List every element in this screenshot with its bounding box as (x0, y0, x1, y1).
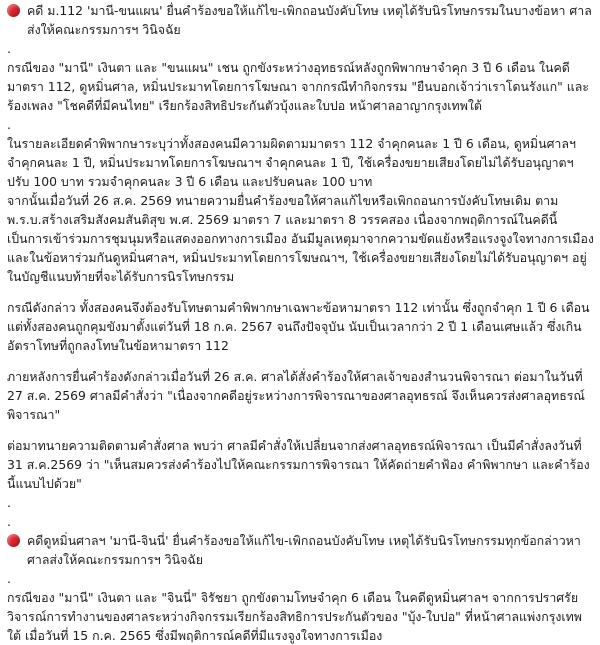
case1-paragraph-4: กรณีดังกล่าว ทั้งสองคนจึงต้องรับโทษตามคำพิพากษาเฉพาะข้อหามาตรา 112 เท่านั้น ซึ่งถูกจำคุก 1 ปี 6 เดือน แต่ทั้งสองคนถูกคุมขังมาตั้งแต่วันที่ 18 ก.ค. 2567 จนถึงปัจจุบัน นับเป็นเวลากว่า 2 ปี 1 เดือนเศษแล้ว ซึ่งเกินอัตราโทษที่ถูกลงโทษในข้อหามาตรา 112 (7, 300, 590, 353)
case1-heading (7, 1, 594, 39)
separator-dot: . (7, 41, 11, 56)
case2-title: คดีดูหมิ่นศาลฯ 'มานี-จินนี่' ยื่นคำร้องขอให้แก้ไข-เพิกถอนบังคับโทษ เหตุได้รับนิรโทษกรรมทุกข้อกล่าวหา ศาลส่งให้คณะกรรมการฯ วินิจฉัย (27, 533, 581, 567)
case1-paragraph-5: ภายหลังการยื่นคำร้องดังกล่าวเมื่อวันที่ 26 ส.ค. ศาลได้สั่งคำร้องให้ศาลเจ้าของสำนวนพิจารณา ต่อมาในวันที่ 27 ส.ค. 2569 ศาลมีคำสั่งว่า "เนื่องจากคดีอยู่ระหว่างการพิจารณาของศาลอุทธรณ์ จึงเห็นควรส่งศาลอุทธรณ์พิจารณา" (7, 369, 585, 422)
separator-dot: . (7, 514, 11, 529)
case1-paragraph-3: จากนั้นเมื่อวันที่ 26 ส.ค. 2569 ทนายความยื่นคำร้องขอให้ศาลแก้ไขหรือเพิกถอนการบังคับโทษเดิม ตาม พ.ร.บ.สร้างเสริมสังคมสันติสุข พ.ศ. 2569 มาตรา 7 และมาตรา 8 วรรคสอง เนื่องจากพฤติการณ์ในคดีนี้เป็นการเข้าร่วมการชุมนุมหรือแสดงออกทางการเมือง อันมีมูลเหตุมาจากความขัดแย้งหรือแรงจูงใจทางการเมือง และในข้อหาร่วมกันดูหมิ่นศาลฯ, หมิ่นประมาทโดยการโฆษณาฯ, ใช้เครื่องขยายเสียงโดยไม่ได้รับอนุญาตฯ อยู่ในบัญชีแนบท้ายที่จะได้รับการนิรโทษกรรม (7, 193, 594, 284)
separator-dot: . (7, 571, 11, 586)
separator-dot: . (7, 495, 11, 510)
case1-paragraph-1: กรณีของ "มานี" เงินตา และ "ขนแผน" เชน ถูกขังระหว่างอุทธรณ์หลังถูกพิพากษาจำคุก 3 ปี 6 เดือน ในคดีมาตรา 112, ดูหมิ่นศาล, หมิ่นประมาทโดยการโฆษณา จากกรณีทำกิจกรรม "ยืนบอกเจ้าว่าเราโดนรังแก" และร้องเพลง "โชคดีที่มีคนไทย" เรียกร้องสิทธิประกันตัวบุ้งและใบปอ หน้าศาลอาญากรุงเทพใต้ (7, 60, 590, 113)
case2-paragraph-1: กรณีของ "มานี" เงินตา และ "จินนี่" จิรัชยา ถูกขังตามโทษจำคุก 6 เดือน ในคดีดูหมิ่นศาลฯ จากการปราศรัยวิจารณ์การทำงานของศาลระหว่างกิจกรรมเรียกร้องสิทธิการประกันตัวของ "บุ้ง-ใบปอ" ที่หน้าศาลแพ่งกรุงเทพใต้ เมื่อวันที่ 15 ก.ค. 2565 ซึ่งมีพฤติการณ์คดีที่มีแรงจูงใจทางการเมือง (7, 590, 582, 643)
red-circle-icon (7, 4, 20, 17)
case2-heading (7, 531, 594, 569)
red-circle-icon (7, 534, 20, 547)
case1-title: คดี ม.112 'มานี-ขนแผน' ยื่นคำร้องขอให้แก้ไข-เพิกถอนบังคับโทษ เหตุได้รับนิรโทษกรรมในบางข้อหา ศาลส่งให้คณะกรรมการฯ วินิจฉัย (27, 3, 592, 37)
case1-paragraph-2: ในรายละเอียดคำพิพากษาระบุว่าทั้งสองคนมีความผิดตามมาตรา 112 จำคุกคนละ 1 ปี 6 เดือน, ดูหมิ่นศาลฯ จำคุกคนละ 1 ปี, หมิ่นประมาทโดยการโฆษณาฯ จำคุกคนละ 1 ปี, ใช้เครื่องขยายเสียงโดยไม่ได้รับอนุญาตฯ ปรับ 100 บาท รวมจำคุกคนละ 3 ปี 6 เดือน และปรับคนละ 100 บาท (7, 136, 576, 189)
case1-paragraph-6: ต่อมาทนายความติดตามคำสั่งศาล พบว่า ศาลมีคำสั่งให้เปลี่ยนจากส่งศาลอุทธรณ์พิจารณา เป็นมีคำสั่งลงวันที่ 31 ส.ค.2569 ว่า "เห็นสมควรส่งคำร้องไปให้คณะกรรมการพิจารณา ให้คัดถ่ายคำฟ้อง คำพิพากษา และคำร้องนี้แนบไปด้วย" (7, 438, 590, 491)
separator-dot: . (7, 117, 11, 132)
